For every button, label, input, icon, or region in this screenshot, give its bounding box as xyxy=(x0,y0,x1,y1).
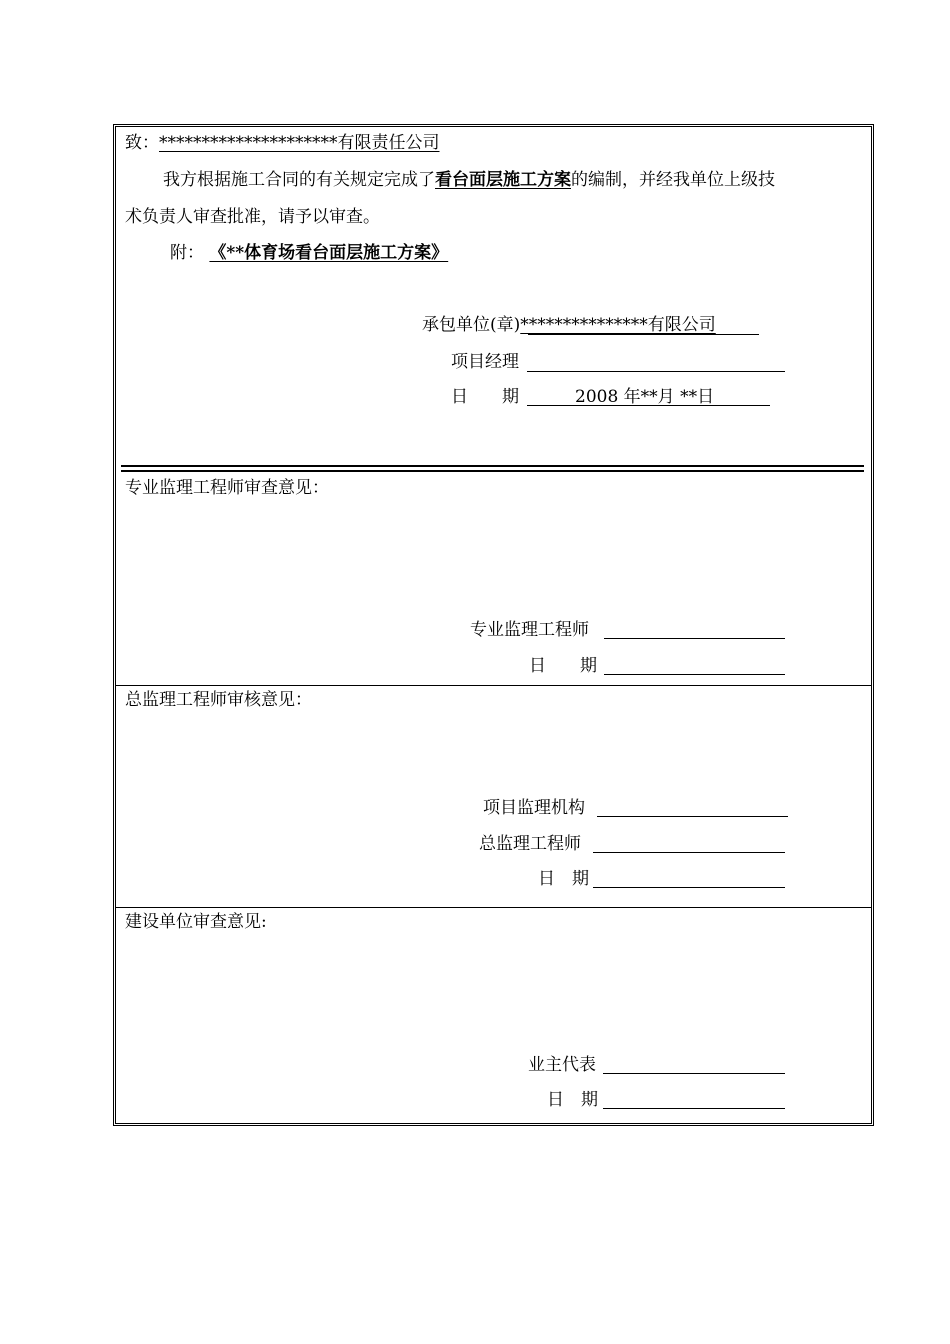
owner-representative-signature-line xyxy=(603,1073,785,1074)
section3-date-label: 日 期 xyxy=(538,869,589,889)
chief-engineer-signature-line xyxy=(593,852,785,853)
section1-date-value: 2008 年**月 **日 xyxy=(575,387,715,407)
contractor-value: ***************有限公司 xyxy=(520,315,716,335)
section2-date-line xyxy=(604,674,785,675)
recipient-line xyxy=(125,133,440,153)
supervision-org-label: 项目监理机构 xyxy=(483,798,585,818)
section4-date-label: 日 期 xyxy=(547,1090,598,1110)
chief-opinion-heading: 总监理工程师审核意见： xyxy=(125,690,312,710)
plan-name: 看台面层施工方案 xyxy=(435,170,571,190)
double-separator xyxy=(121,465,864,472)
attachment-line xyxy=(170,243,448,263)
project-manager-label: 项目经理 xyxy=(451,352,519,372)
section1-date-line xyxy=(527,405,770,406)
section2-date-label: 日 期 xyxy=(529,656,597,676)
owner-opinion-heading: 建设单位审查意见: xyxy=(125,912,267,932)
owner-representative-label: 业主代表 xyxy=(528,1055,596,1075)
chief-engineer-label: 总监理工程师 xyxy=(479,834,581,854)
separator-3 xyxy=(115,907,872,908)
specialist-opinion-heading: 专业监理工程师审查意见： xyxy=(125,478,329,498)
attachment-title: 《**体育场看台面层施工方案》 xyxy=(209,243,449,263)
specialist-engineer-signature-line xyxy=(604,638,785,639)
project-manager-signature-line xyxy=(527,371,785,372)
recipient-prefix: 致： xyxy=(125,133,159,153)
contractor-line xyxy=(422,315,716,335)
body-text-post: 的编制，并经我单位上级技 xyxy=(571,170,775,190)
supervision-org-line xyxy=(597,816,788,817)
recipient-company: *********************有限责任公司 xyxy=(159,133,440,153)
body-line-1 xyxy=(163,170,775,190)
body-text-pre: 我方根据施工合同的有关规定完成了 xyxy=(163,170,435,190)
section3-date-line xyxy=(593,887,785,888)
specialist-engineer-label: 专业监理工程师 xyxy=(470,620,589,640)
body-line-2: 术负责人审查批准，请予以审查。 xyxy=(125,207,380,227)
contractor-label: 承包单位(章) xyxy=(422,315,521,335)
section1-date-label: 日 期 xyxy=(451,387,519,407)
section4-date-line xyxy=(603,1108,785,1109)
contractor-underline xyxy=(528,334,759,335)
attachment-label: 附： xyxy=(170,243,204,263)
separator-2 xyxy=(115,685,872,686)
